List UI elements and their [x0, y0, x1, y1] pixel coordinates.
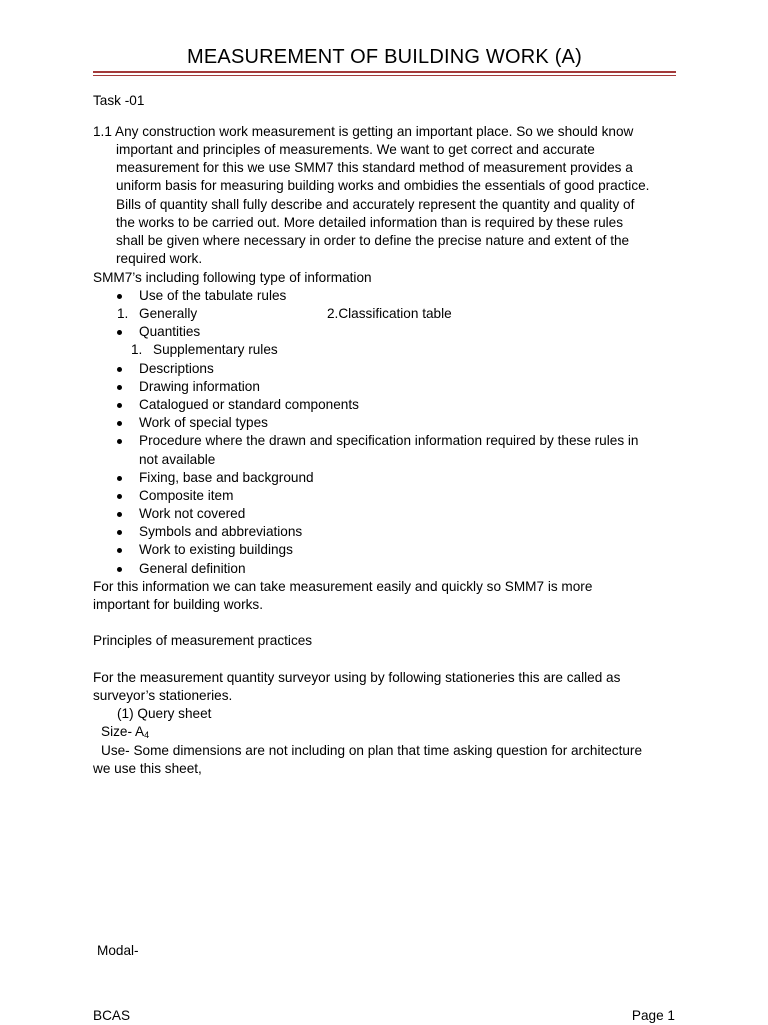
footer-page-number: Page 1	[631, 1008, 675, 1023]
bullet-dot	[117, 494, 122, 499]
bullet-dot	[117, 367, 122, 372]
footer-left: BCAS	[93, 1008, 131, 1023]
title-rule-thin	[93, 75, 676, 76]
list-item-continuation: not available	[139, 452, 216, 467]
list-item: Procedure where the drawn and specification information required by these rules in	[139, 433, 639, 448]
size-subscript: 4	[144, 730, 150, 740]
use-line: Use- Some dimensions are not including on plan that time asking question for architecture	[101, 743, 643, 758]
use-line: we use this sheet,	[93, 761, 202, 776]
modal-label: Modal-	[97, 943, 139, 958]
bullet-dot	[117, 512, 122, 517]
list-item: General definition	[139, 561, 246, 576]
list-item: Composite item	[139, 488, 234, 503]
title-rule-thick	[93, 71, 676, 73]
para-number: 1.1	[93, 124, 112, 139]
list-item: Work not covered	[139, 506, 246, 521]
page-title: MEASUREMENT OF BUILDING WORK (A)	[187, 46, 582, 68]
conclusion-line: important for building works.	[93, 597, 263, 612]
list-item: Quantities	[139, 324, 201, 339]
list-item: Fixing, base and background	[139, 470, 314, 485]
smm7-intro: SMM7’s including following type of information	[93, 270, 372, 285]
task-label: Task -01	[93, 93, 145, 108]
para-line: required work.	[116, 251, 203, 266]
para-line: uniform basis for measuring building works and ombidies the essentials of good practice.	[116, 178, 650, 193]
list-item: Use of the tabulate rules	[139, 288, 287, 303]
list-item: Catalogued or standard components	[139, 397, 359, 412]
stationery-line: surveyor’s stationeries.	[93, 688, 233, 703]
size-label: Size- A	[101, 724, 145, 739]
para-line: measurement for this we use SMM7 this standard method of measurement provides a	[116, 160, 633, 175]
bullet-dot	[117, 567, 122, 572]
list-number: 1.	[131, 342, 143, 357]
list-item: Descriptions	[139, 361, 214, 376]
bullet-dot	[117, 476, 122, 481]
list-item: Work of special types	[139, 415, 268, 430]
para-line: the works to be carried out. More detailed information than is required by these rules	[116, 215, 624, 230]
list-item: 2.Classification table	[327, 306, 452, 321]
list-item: Drawing information	[139, 379, 260, 394]
bullet-dot	[117, 439, 122, 444]
para-line: shall be given where necessary in order to define the precise nature and extent of the	[116, 233, 630, 248]
list-item: Symbols and abbreviations	[139, 524, 303, 539]
conclusion-line: For this information we can take measurement easily and quickly so SMM7 is more	[93, 579, 593, 594]
para-line: Any construction work measurement is getting an important place. So we should know	[115, 124, 634, 139]
list-number: 1.	[117, 306, 129, 321]
bullet-dot	[117, 385, 122, 390]
bullet-dot	[117, 330, 122, 335]
list-item: Work to existing buildings	[139, 542, 293, 557]
bullet-dot	[117, 530, 122, 535]
section-heading: Principles of measurement practices	[93, 633, 313, 648]
bullet-dot	[117, 403, 122, 408]
list-item: Supplementary rules	[153, 342, 278, 357]
bullet-dot	[117, 421, 122, 426]
bullet-dot	[117, 294, 122, 299]
query-sheet-item: (1) Query sheet	[117, 706, 212, 721]
stationery-line: For the measurement quantity surveyor using by following stationeries this are called as	[93, 670, 621, 685]
para-line: important and principles of measurements. We want to get correct and accurate	[116, 142, 595, 157]
para-line: Bills of quantity shall fully describe and accurately represent the quantity and quality of	[116, 197, 635, 212]
bullet-dot	[117, 548, 122, 553]
list-item: Generally	[139, 306, 198, 321]
